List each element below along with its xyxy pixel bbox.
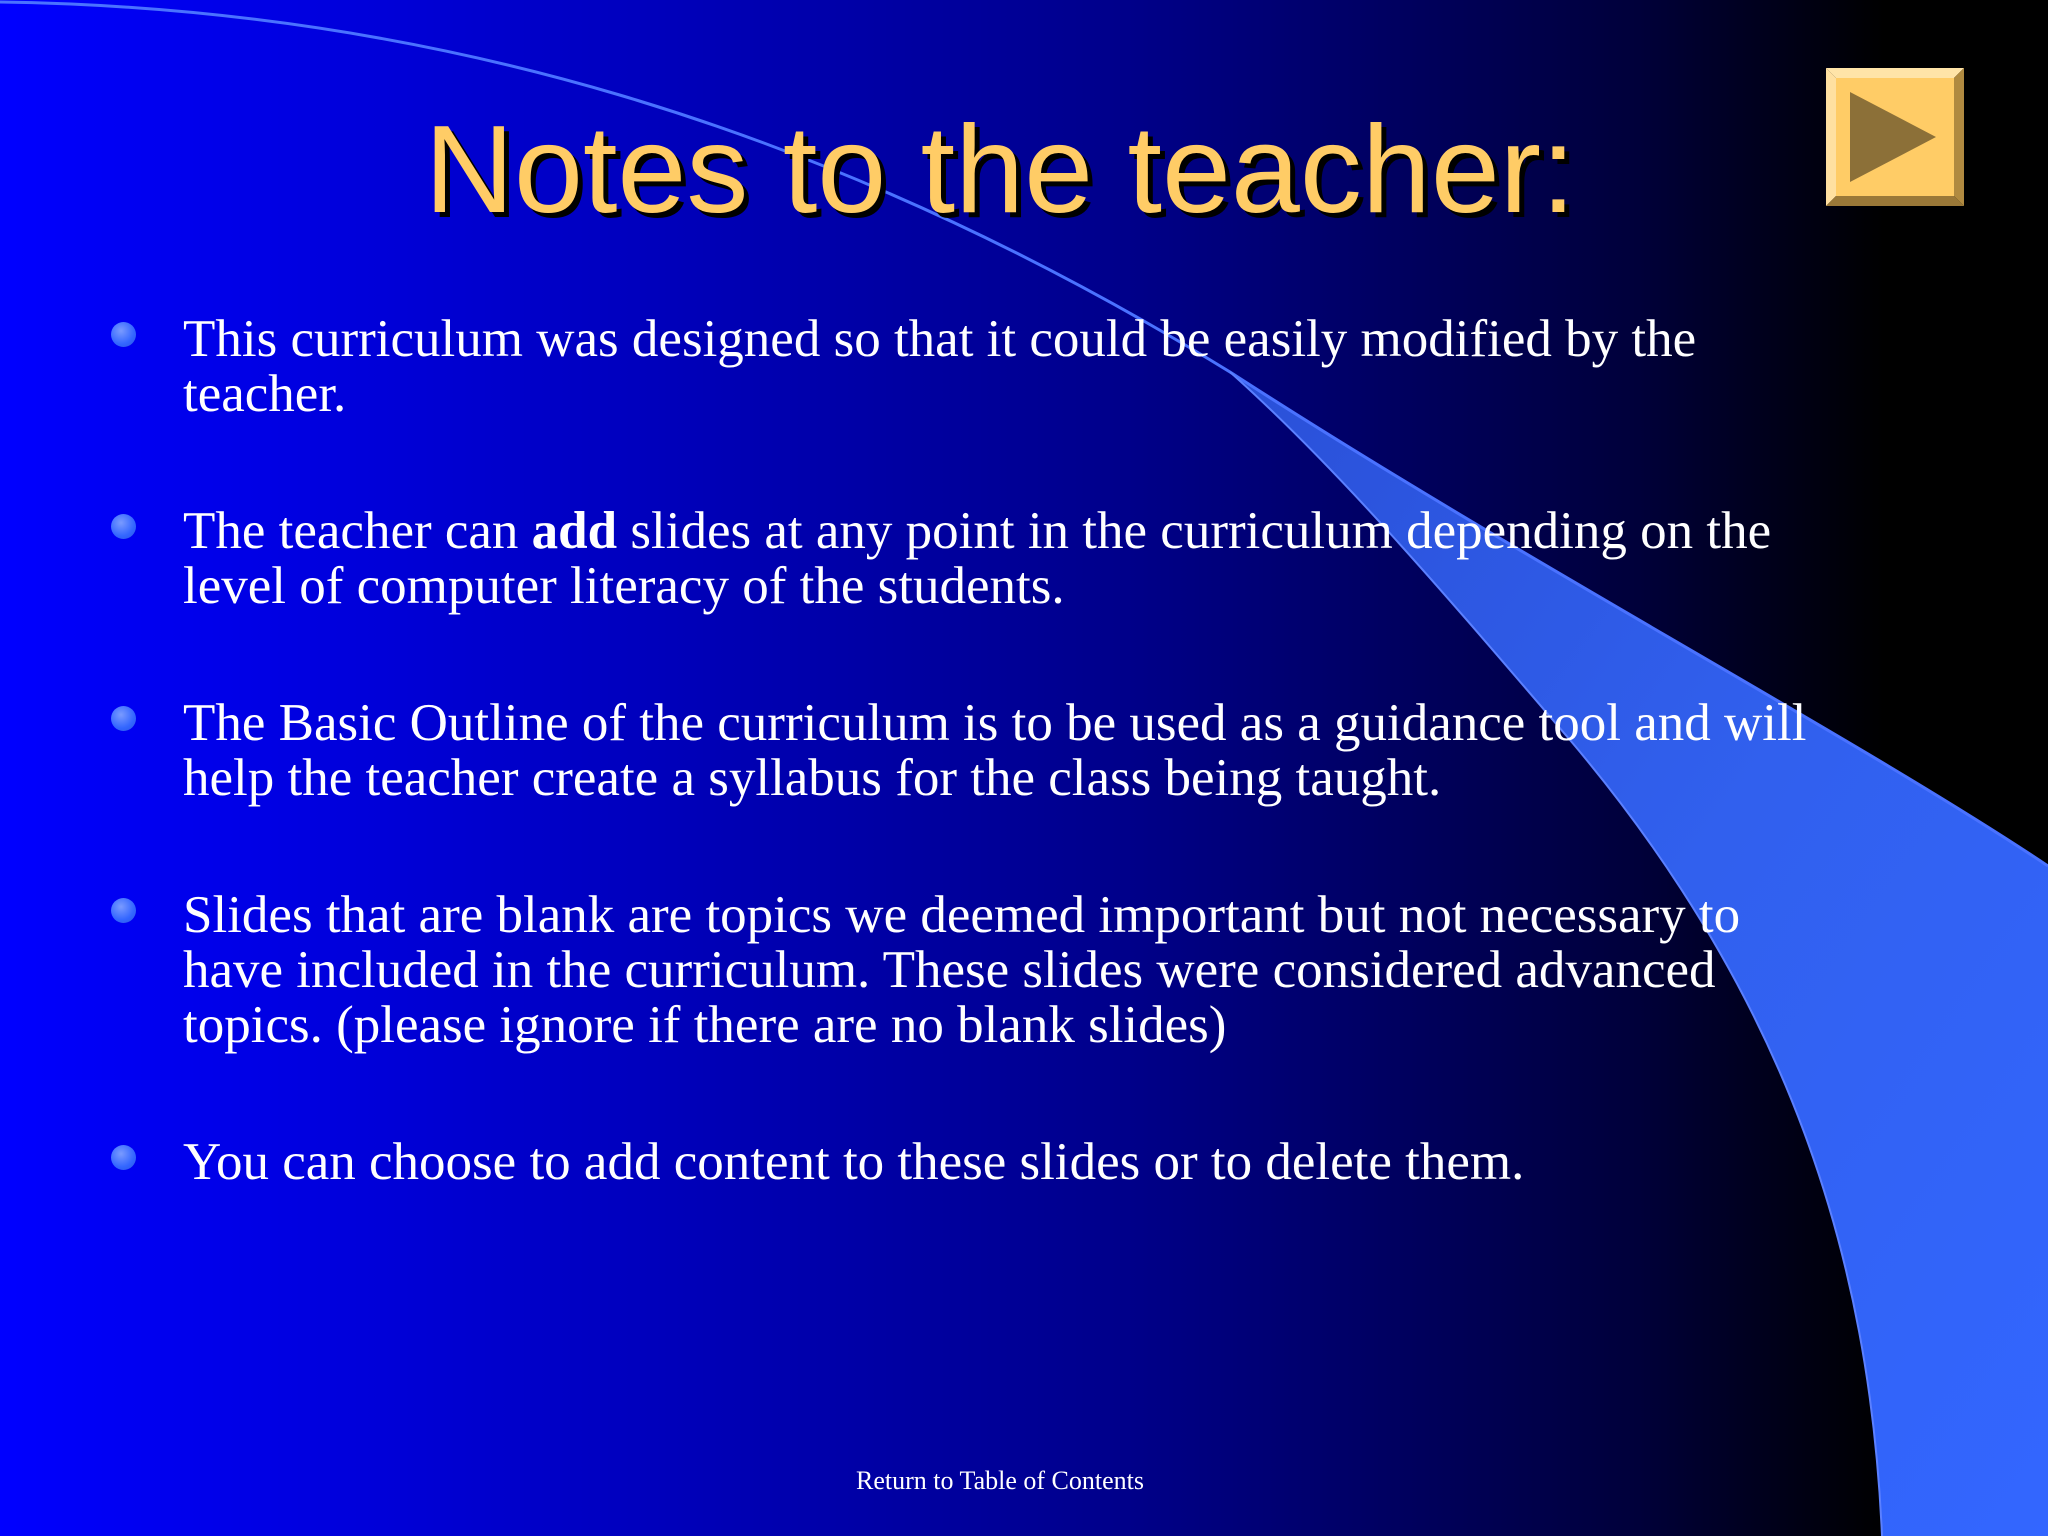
bullet-text-part: slides at any point in the curriculum depending on the level of computer literacy of the students. — [183, 502, 1772, 615]
bullet-dot-icon — [111, 1145, 136, 1170]
bullet-item — [0, 696, 1900, 806]
bullet-dot-icon — [111, 514, 136, 539]
play-triangle-icon — [1826, 68, 1964, 206]
slide-title: Notes to the teacher: — [424, 101, 1576, 239]
bullet-text: You can choose to add content to these slides or to delete them. — [183, 1133, 1525, 1191]
notes-bullet-list — [0, 312, 1900, 1272]
bullet-item — [0, 312, 1900, 422]
bullet-text: The Basic Outline of the curriculum is to be used as a guidance tool and will help the teacher create a syllabus for the class being taught. — [183, 694, 1807, 807]
bullet-dot-icon — [111, 322, 136, 347]
bullet-text — [183, 504, 1833, 614]
bullet-item — [0, 888, 1900, 1053]
bullet-text: This curriculum was designed so that it could be easily modified by the teacher. — [183, 310, 1697, 423]
next-slide-button[interactable] — [1826, 68, 1964, 206]
bullet-text-part: The teacher can — [183, 502, 532, 560]
bullet-item — [0, 504, 1900, 614]
return-to-contents-link[interactable]: Return to Table of Contents — [856, 1466, 1144, 1495]
bullet-dot-icon — [111, 898, 136, 923]
bullet-emphasis: add — [531, 502, 618, 560]
bullet-item — [0, 1135, 1900, 1190]
bullet-dot-icon — [111, 706, 136, 731]
bullet-text: Slides that are blank are topics we deemed important but not necessary to have included in the curriculum. These slides were considered advanced topics. (please ignore if there are no blank slides) — [183, 886, 1741, 1054]
